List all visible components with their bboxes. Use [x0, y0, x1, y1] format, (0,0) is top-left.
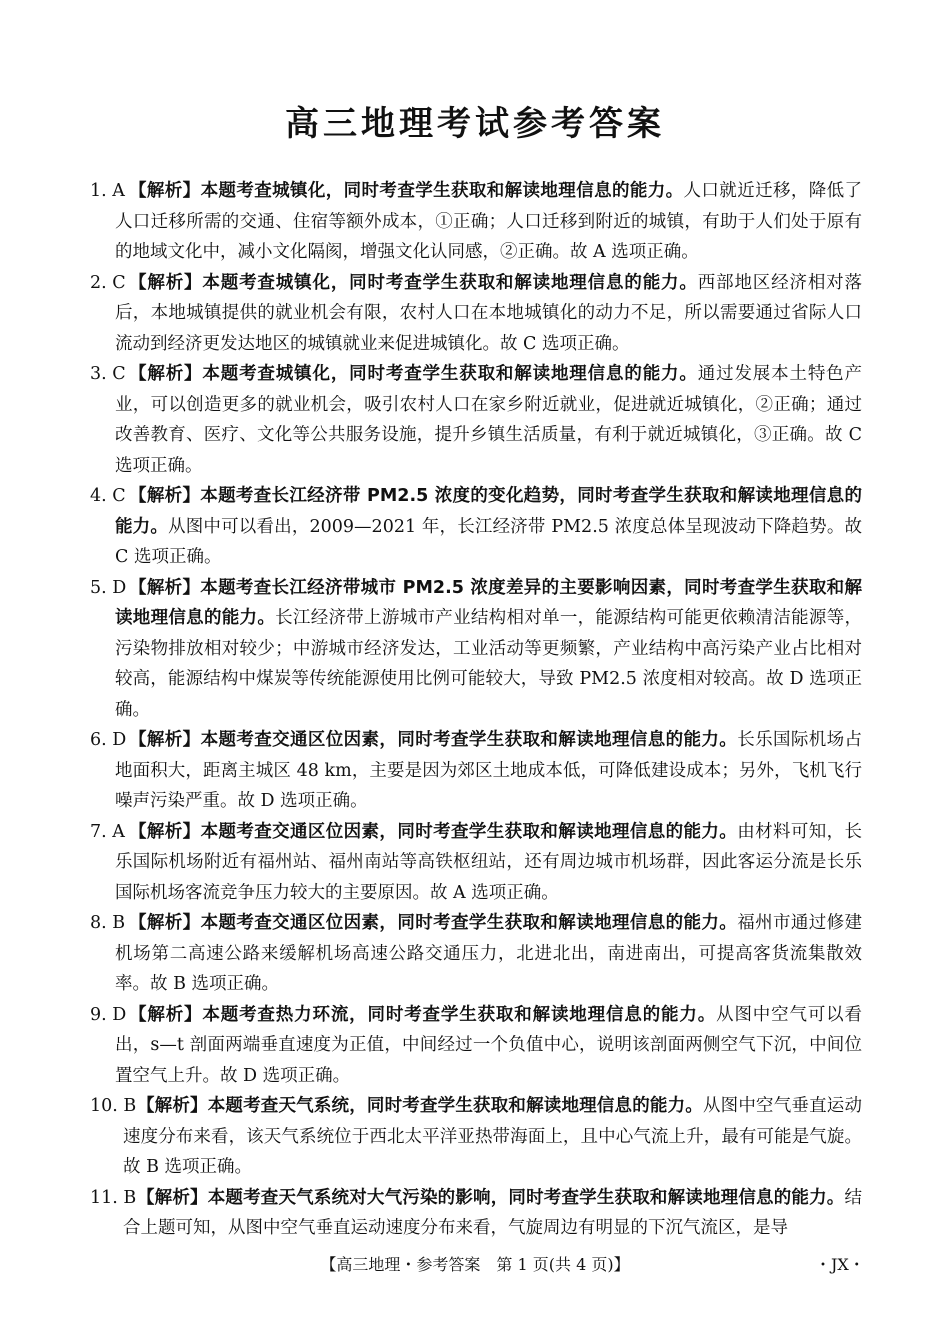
answer-item-10 [90, 1091, 862, 1183]
analysis-tag: 【解析】 [129, 730, 201, 750]
analysis-focus: 本题考查城镇化，同时考查学生获取和解读地理信息的能力。 [202, 272, 698, 293]
page-title: 高三地理考试参考答案 [285, 104, 665, 144]
analysis-text: 福州市通过修建机场第二高速公路来缓解机场高速公路交通压力，北进北出，南进南出，可提高客货流集散效率。故 B 选项正确。 [115, 913, 863, 994]
analysis-text: 结合上题可知，从图中空气垂直运动速度分布来看，气旋周边有明显的下沉气流区，是导 [123, 1187, 862, 1238]
analysis-focus: 本题考查交通区位因素，同时考查学生获取和解读地理信息的能力。 [200, 913, 738, 933]
analysis-focus: 本题考查城镇化，同时考查学生获取和解读地理信息的能力。 [200, 181, 684, 201]
analysis-tag: 【解析】 [129, 1004, 203, 1025]
analysis-tag: 【解析】 [129, 913, 201, 933]
analysis-focus: 本题考查城镇化，同时考查学生获取和解读地理信息的能力。 [202, 364, 698, 384]
analysis-focus: 本题考查长江经济带城市 PM2.5 浓度差异的主要影响因素，同时考查学生获取和解读地理信息的能力。 [115, 577, 862, 628]
answer-number: 3. C [90, 364, 126, 384]
analysis-tag: 【解析】 [129, 577, 201, 598]
answer-item-3 [90, 359, 862, 481]
answer-number: 9. D [90, 1004, 127, 1025]
answer-item-1 [90, 176, 862, 268]
analysis-text: 通过发展本土特色产业，可以创造更多的就业机会，吸引农村人口在家乡附近就业，促进就近城镇化，②正确；通过改善教育、医疗、文化等公共服务设施，提升乡镇生活质量，有利于就近城镇化，③正确。故 C 选项正确。 [115, 364, 863, 476]
analysis-text: 长江经济带上游城市产业结构相对单一，能源结构可能更依赖清洁能源等，污染物排放相对较少；中游城市经济发达，工业活动等更频繁，产业结构中高污染产业占比相对较高，能源结构中煤炭等传统能源使用比例可能较大，导致 PM2.5 浓度相对较高。故 D 选项正确。 [115, 608, 863, 720]
analysis-tag: 【解析】 [129, 364, 203, 384]
analysis-focus: 本题考查长江经济带 PM2.5 浓度的变化趋势，同时考查学生获取和解读地理信息的能力。 [115, 486, 862, 537]
analysis-tag: 【解析】 [137, 1187, 208, 1208]
analysis-focus: 本题考查热力环流，同时考查学生获取和解读地理信息的能力。 [202, 1004, 717, 1025]
analysis-focus: 本题考查天气系统，同时考查学生获取和解读地理信息的能力。 [207, 1096, 703, 1116]
analysis-tag: 【解析】 [129, 272, 203, 293]
analysis-tag: 【解析】 [137, 1096, 208, 1116]
answer-list [90, 176, 862, 1244]
analysis-tag: 【解析】 [129, 486, 201, 506]
answer-item-7 [90, 817, 862, 909]
answer-number: 11. B [90, 1187, 137, 1208]
answer-number: 10. B [90, 1096, 137, 1116]
analysis-tag: 【解析】 [129, 821, 201, 842]
answer-item-4 [90, 481, 862, 573]
answer-number: 6. D [90, 730, 127, 750]
page-footer: 【高三地理・参考答案 第 1 页(共 4 页)】 [320, 1255, 630, 1274]
answer-item-11 [90, 1183, 862, 1244]
answer-number: 5. D [90, 577, 127, 598]
answer-item-5 [90, 573, 862, 726]
analysis-focus: 本题考查交通区位因素，同时考查学生获取和解读地理信息的能力。 [200, 821, 738, 842]
answer-item-6 [90, 725, 862, 817]
analysis-text: 由材料可知，长乐国际机场附近有福州站、福州南站等高铁枢纽站，还有周边城市机场群，因此客运分流是长乐国际机场客流竞争压力较大的主要原因。故 A 选项正确。 [115, 821, 863, 903]
analysis-text: 长乐国际机场占地面积大，距离主城区 48 km，主要是因为郊区土地成本低，可降低建设成本；另外，飞机飞行噪声污染严重。故 D 选项正确。 [115, 730, 863, 811]
answer-item-9 [90, 1000, 862, 1092]
answer-number: 2. C [90, 272, 126, 293]
analysis-text: 从图中空气可以看出，s—t 剖面两端垂直速度为正值，中间经过一个负值中心，说明该剖面两侧空气下沉，中间位置空气上升。故 D 选项正确。 [115, 1004, 863, 1086]
answer-number: 8. B [90, 913, 126, 933]
analysis-text: 人口就近迁移，降低了人口迁移所需的交通、住宿等额外成本，①正确；人口迁移到附近的城镇，有助于人们处于原有的地域文化中，减小文化隔阂，增强文化认同感，②正确。故 A 选项正确。 [115, 181, 863, 262]
answer-number: 1. A [90, 181, 125, 201]
analysis-text: 西部地区经济相对落后，本地城镇提供的就业机会有限，农村人口在本地城镇化的动力不足，所以需要通过省际人口流动到经济更发达地区的城镇就业来促进城镇化。故 C 选项正确。 [115, 272, 863, 354]
answer-number: 4. C [90, 486, 126, 506]
analysis-text: 从图中可以看出，2009—2021 年，长江经济带 PM2.5 浓度总体呈现波动下降趋势。故 C 选项正确。 [115, 516, 863, 567]
answer-item-2 [90, 268, 862, 360]
answer-item-8 [90, 908, 862, 1000]
analysis-tag: 【解析】 [129, 181, 201, 201]
answer-number: 7. A [90, 821, 125, 842]
analysis-focus: 本题考查天气系统对大气污染的影响，同时考查学生获取和解读地理信息的能力。 [207, 1187, 845, 1208]
analysis-text: 从图中空气垂直运动速度分布来看，该天气系统位于西北太平洋亚热带海面上，且中心气流上升，最有可能是气旋。故 B 选项正确。 [123, 1096, 862, 1177]
footer-mark: ・JX・ [815, 1255, 865, 1274]
analysis-focus: 本题考查交通区位因素，同时考查学生获取和解读地理信息的能力。 [200, 730, 738, 750]
